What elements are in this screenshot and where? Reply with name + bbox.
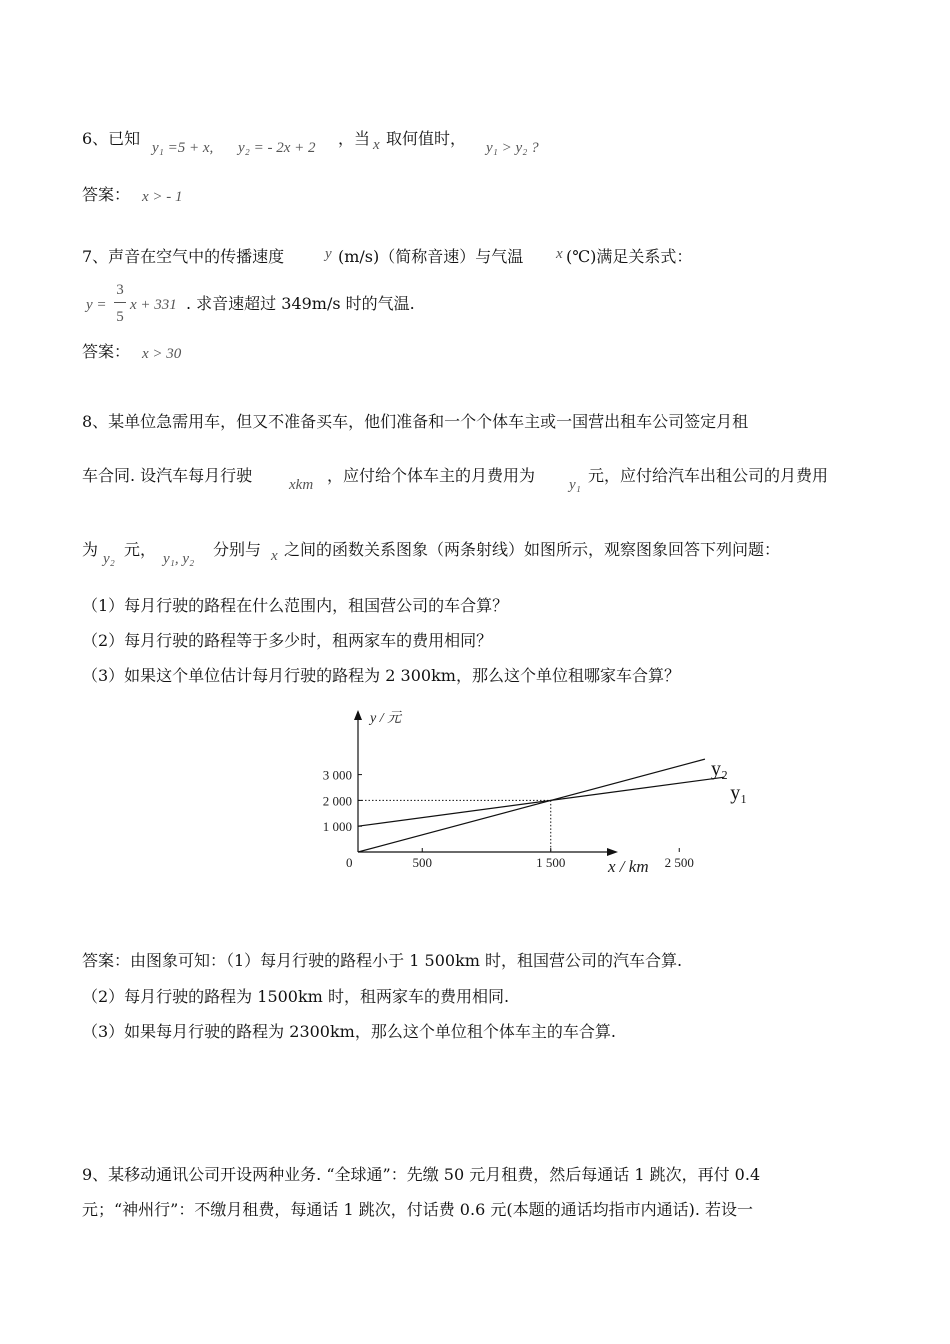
- q8-line3-a: 为: [82, 540, 99, 559]
- q7-frac-bar: [114, 302, 126, 303]
- x-tick-label: 500: [412, 855, 432, 870]
- q8-answer2: （2）每月行驶的路程为 1500km 时，租两家车的费用相同.: [82, 987, 510, 1006]
- q8-line3-x: x: [271, 548, 278, 564]
- x-axis-label: x / km: [608, 857, 649, 876]
- q9-line1: 9、某移动通讯公司开设两种业务. “全球通”：先缴 50 元月租费，然后每通话 1 跳次，再付 0.4: [82, 1165, 761, 1184]
- q7-line1-y: y: [325, 246, 332, 262]
- q8-line3-c: 分别与: [213, 540, 262, 559]
- q8-line3-y2: y₂: [103, 551, 115, 567]
- q6-mid: ，当: [338, 129, 371, 148]
- q8-line2-a: 车合同. 设汽车每月行驶: [82, 466, 253, 485]
- q7-frac-num: 3: [116, 282, 124, 298]
- q6-answer: x > - 1: [142, 189, 183, 205]
- q6-line: [82, 128, 140, 150]
- q8-line1: 8、某单位急需用车，但又不准备买车，他们准备和一个个体车主或一国营出租车公司签定月租: [82, 412, 749, 431]
- y-tick-label: 1 000: [322, 819, 352, 835]
- q8-sub1: （1）每月行驶的路程在什么范围内，租国营公司的车合算？: [82, 596, 509, 615]
- q7-eq-rhs: x + 331: [130, 297, 177, 313]
- series-line-2: [358, 777, 724, 826]
- q6-eq1: y₁ =5 + x,: [152, 140, 214, 156]
- q8-chart: [290, 700, 748, 890]
- series-line-1: [358, 759, 705, 852]
- q7-line1-c: (℃)满足关系式：: [566, 247, 693, 266]
- q6-mid2: 取何值时，: [386, 129, 467, 148]
- q8-answer3: （3）如果每月行驶的路程为 2300km，那么这个单位租个体车主的车合算.: [82, 1022, 616, 1041]
- q8-answer1: 答案：由图象可知：（1）每月行驶的路程小于 1 500km 时，租国营公司的汽车合算.: [82, 951, 683, 970]
- q9-line2: 元；“神州行”：不缴月租费，每通话 1 跳次，付话费 0.6 元(本题的通话均指市内通话). 若设一: [82, 1200, 753, 1219]
- q7-line1-a: 7、声音在空气中的传播速度: [82, 247, 285, 266]
- x-axis-arrow: [607, 848, 618, 856]
- q6-var: x: [373, 137, 380, 153]
- q7-line1-x: x: [556, 246, 563, 262]
- x-tick-label: 1 500: [536, 855, 566, 870]
- q7-frac-den: 5: [116, 309, 124, 325]
- y-tick-label: 2 000: [322, 793, 352, 809]
- q8-line2-b: ，应付给个体车主的月费用为: [327, 466, 536, 485]
- q6-cond: y₁ > y₂ ?: [486, 140, 539, 156]
- series-label-2: y₁: [730, 782, 748, 805]
- q8-line2-y1: y₁: [569, 477, 581, 493]
- q8-line3-b: 元，: [124, 540, 157, 559]
- q7-line2-text: . 求音速超过 349m/s 时的气温.: [186, 294, 415, 313]
- q7-answer: x > 30: [142, 346, 182, 362]
- q8-line3-vars: y₁, y₂: [163, 551, 195, 567]
- series-label-1: y₂: [710, 758, 728, 781]
- q6-prefix: 6、已知: [82, 129, 141, 148]
- q7-answer-label: 答案：: [82, 342, 131, 361]
- q8-line2-var: xkm: [289, 477, 314, 493]
- y-tick-label: 3 000: [322, 767, 352, 783]
- q8-sub3: （3）如果这个单位估计每月行驶的路程为 2 300km，那么这个单位租哪家车合算？: [82, 666, 680, 685]
- q8-line2-c: 元，应付给汽车出租公司的月费用: [588, 466, 829, 485]
- q6-eq2: y₂ = - 2x + 2: [238, 140, 316, 156]
- y-axis-label: y / 元: [370, 711, 402, 726]
- x-tick-label: 2 500: [664, 855, 694, 870]
- origin-label: 0: [346, 855, 353, 870]
- q7-line1-b: (m/s)（简称音速）与气温: [338, 247, 524, 266]
- q8-sub2: （2）每月行驶的路程等于多少时，租两家车的费用相同？: [82, 631, 493, 650]
- q6-answer-label: 答案：: [82, 185, 131, 204]
- q7-eq-lhs: y =: [86, 297, 107, 313]
- y-axis-arrow: [354, 710, 362, 720]
- q8-line3-d: 之间的函数关系图象（两条射线）如图所示，观察图象回答下列问题：: [284, 540, 781, 559]
